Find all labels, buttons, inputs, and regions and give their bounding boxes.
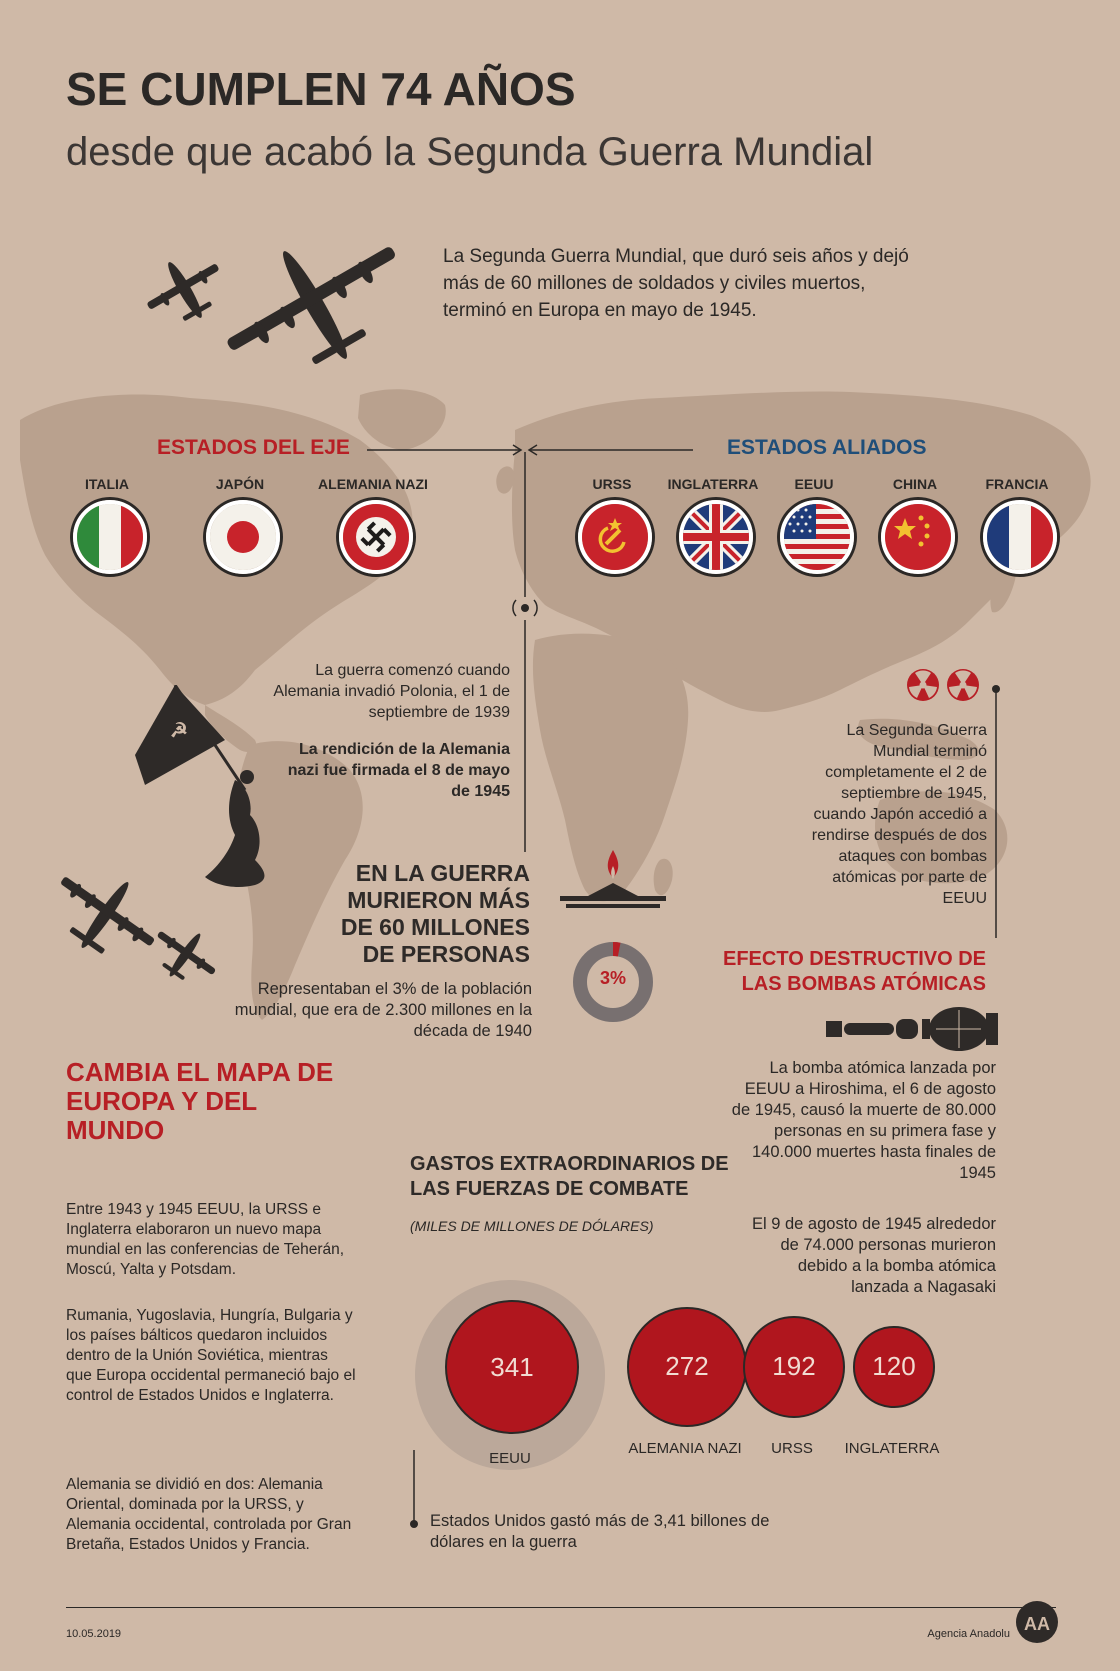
map-change-paragraph-1: Entre 1943 y 1945 EEUU, la URSS e Inglaterra elaboraron un nuevo mapa mundial en las conferencias de Teherán, Moscú, Yalta y Potsdam. <box>66 1201 345 1278</box>
deaths-heading: EN LA GUERRA MURIERON MÁS DE 60 MILLONES DE PERSONAS <box>340 860 530 967</box>
flag-label-japon: JAPÓN <box>215 476 265 492</box>
ussr-flag-icon <box>578 500 652 574</box>
nazi-germany-flag-icon <box>339 500 413 574</box>
spending-bubble-eeuu: 341 <box>445 1300 579 1434</box>
map-change-paragraph-2: Rumania, Yugoslavia, Hungría, Bulgaria y los países bálticos quedaron incluidos dentro de la Unión Soviética, mientras que Europa occidental permaneció bajo el control de Estados Unidos e Inglaterra. <box>66 1307 356 1404</box>
france-flag-icon <box>983 500 1057 574</box>
usa-flag-icon <box>780 500 854 574</box>
flag-label-urss: URSS <box>592 476 632 492</box>
agency-logo-icon <box>1015 1600 1059 1644</box>
spending-bubble-label: ALEMANIA NAZI <box>628 1440 742 1457</box>
svg-text:AA: AA <box>1024 1614 1050 1634</box>
spending-bubble-alemania-nazi: 272 <box>627 1307 747 1427</box>
flag-label-francia: FRANCIA <box>985 476 1049 492</box>
bomber-planes-illustration <box>140 230 430 370</box>
footer-date: 10.05.2019 <box>66 1628 122 1640</box>
spending-heading: GASTOS EXTRAORDINARIOS DE LAS FUERZAS DE COMBATE <box>410 1153 729 1200</box>
timeline-line <box>510 452 540 852</box>
italy-flag-icon <box>73 500 147 574</box>
intro-text: La Segunda Guerra Mundial, que duró seis años y dejó más de 60 millones de soldados y civiles muertos, terminó en Europa en mayo de 1945. <box>443 246 909 321</box>
spending-bubble-urss: 192 <box>743 1316 845 1418</box>
flag-label-italia: ITALIA <box>84 476 130 492</box>
spending-bubble-label: URSS <box>771 1440 813 1457</box>
spending-note-pointer <box>408 1450 420 1530</box>
deaths-text: Representaban el 3% de la población mundial, que era de 2.300 millones en la década de 1940 <box>234 980 532 1040</box>
uk-flag-icon <box>679 500 753 574</box>
spending-bubble-chart <box>400 1270 1020 1480</box>
eternal-flame-icon <box>558 848 668 914</box>
war-end-text: La Segunda Guerra Mundial terminó completamente el 2 de septiembre de 1945, cuando Japón accedió a rendirse después de dos ataques con bombas atómicas por parte de EEUU <box>811 722 987 907</box>
radiation-icons <box>905 665 985 710</box>
bomber-planes-lower-illustration <box>60 870 230 990</box>
map-change-paragraph-3: Alemania se dividió en dos: Alemania Oriental, dominada por la URSS, y Alemania occidental, controlada por Gran Bretaña, Estados Unidos y Francia. <box>66 1476 352 1553</box>
china-flag-icon <box>881 500 955 574</box>
svg-text:☭: ☭ <box>170 720 188 742</box>
footer-divider <box>66 1607 1056 1608</box>
map-change-heading: CAMBIA EL MAPA DE EUROPA Y DEL MUNDO <box>66 1057 334 1145</box>
allies-heading: ESTADOS ALIADOS <box>727 436 927 459</box>
page-subtitle: desde que acabó la Segunda Guerra Mundial <box>66 130 874 174</box>
japan-flag-icon <box>206 500 280 574</box>
page-title: SE CUMPLEN 74 AÑOS <box>66 63 576 115</box>
right-timeline-line <box>990 683 1002 943</box>
bombs-heading: EFECTO DESTRUCTIVO DE LAS BOMBAS ATÓMICAS <box>723 948 986 995</box>
soviet-flag-soldier-illustration <box>135 685 290 890</box>
footer-agency: Agencia Anadolu <box>927 1628 1010 1640</box>
donut-percent-label: 3% <box>599 968 626 988</box>
flag-label-alemania-nazi: ALEMANIA NAZI <box>318 476 428 492</box>
spending-bubble-label: INGLATERRA <box>844 1440 940 1457</box>
surrender-text: La rendición de la Alemania nazi fue firmada el 8 de mayo de 1945 <box>287 741 510 800</box>
spending-note: Estados Unidos gastó más de 3,41 billones de dólares en la guerra <box>430 1512 770 1551</box>
spending-bubble-inglaterra: 120 <box>853 1326 934 1407</box>
hiroshima-text: La bomba atómica lanzada por EEUU a Hiroshima, el 6 de agosto de 1945, causó la muerte de 80.000 personas en su primera fase y 140.000 muertes hasta finales de 1945 <box>731 1059 996 1182</box>
spending-bubble-label: EEUU <box>489 1450 531 1467</box>
war-start-text: La guerra comenzó cuando Alemania invadió Polonia, el 1 de septiembre de 1939 <box>273 662 510 721</box>
flag-label-eeuu: EEUU <box>794 476 834 492</box>
atomic-bombs-illustration <box>826 1005 998 1053</box>
flag-label-china: CHINA <box>892 476 938 492</box>
flag-label-inglaterra: INGLATERRA <box>667 476 759 492</box>
spending-unit: (MILES DE MILLONES DE DÓLARES) <box>410 1218 654 1234</box>
nagasaki-text: El 9 de agosto de 1945 alrededor de 74.000 personas murieron debido a la bomba atómica lanzada a Nagasaki <box>751 1215 996 1296</box>
axis-heading: ESTADOS DEL EJE <box>157 436 350 459</box>
